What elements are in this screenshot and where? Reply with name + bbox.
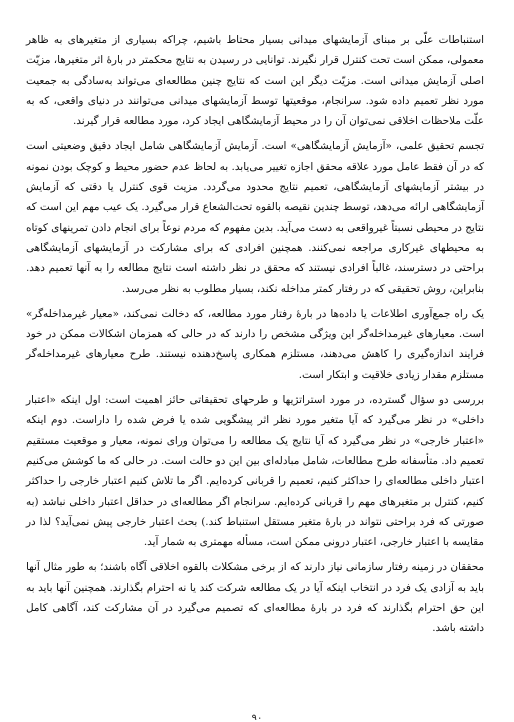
paragraph-unobtrusive-measures: یک راه جمع‌آوری اطلاعات یا داده‌ها در بارهٔ رفتار مورد مطالعه، که دخالت نمی‌کند، «معیار غیرمداخله‌گر» است. معیارهای غیرمداخله‌گر این ویژگی مشخص را دارند که در حالی که همزمان اشکالات ممکن در خود فرایند اندازه‌گیری را کاهش می‌دهند، مستلزم همکاری پاسخ‌دهنده نیستند. طرح معیارهای غیرمداخله‌گر مستلزم مقدار زیادی خلاقیت و ابتکار است. <box>26 307 484 381</box>
page-number: ۹۰ <box>251 713 263 720</box>
paragraph-laboratory-experiment: تجسم تحقیق علمی، «آزمایش آزمایشگاهی» است. آزمایش آزمایشگاهی شامل ایجاد دقیق وضعیتی است که در آن فقط عامل مورد علاقه محقق اجازه تغییر می‌یابد. به لحاظ عدم حضور محیط و کوچک بودن نمونه در بیشتر آزمایشهای آزمایشگاهی، تعمیم نتایج محدود می‌گردد. مزیت قوی کنترل یا دقتی که آزمایش آزمایشگاهی ارائه می‌دهد، توسط چندین نقیصه بالقوه تحت‌الشعاع قرار می‌گیرد. یک عیب مهم این است که نتایج در محیطی نسبتاً غیرواقعی به دست می‌آید. بدین مفهوم که مردم نوعاً برای انجام دادن تمرینهای کوتاه به محیطهای غیرکاری مراجعه نمی‌کنند. همچنین افرادی که برای مشارکت در آزمایشهای آزمایشگاهی براحتی در دسترسند، غالباً افرادی نیستند که محقق در نظر داشته است نتایج مطالعه را به آنها تعمیم دهد. بنابراین، روش تحقیقی که در رفتار کمتر مداخله نکند، بسیار مطلوب به نظر می‌رسد. <box>26 140 484 295</box>
paragraph-ethics: محققان در زمینه رفتار سازمانی نیاز دارند که از برخی مشکلات بالقوه اخلاقی آگاه باشند؛ به طور مثال آنها باید به آزادی یک فرد در انتخاب اینکه آیا در یک مطالعه شرکت کند یا نه احترام بگذارند. همچنین آنها باید به این حق احترام بگذارند که فرد در بارهٔ مطالعه‌ای که تصمیم می‌گیرد در آن مشارکت کند، آگاهی کامل داشته باشد. <box>26 561 484 635</box>
paragraph-field-experiment: استنباطات علّی بر مبنای آزمایشهای میدانی بسیار محتاط باشیم، چراکه بسیاری از متغیرهای به ظاهر معمولی، ممکن است تحت کنترل قرار نگیرند. توانایی در رسیدن به نتایج محکمتر در بارهٔ اثر متغیرها، مزیّت اصلی آزمایش میدانی است. مزیّت دیگر این است که نتایج چنین مطالعه‌ای می‌تواند به‌سادگی به جمعیت مورد نظر تعمیم داده شود. سرانجام، موقعیتها توسط آزمایشهای میدانی می‌توانند در دنیای واقعی، که به علّت ملاحظات اخلاقی نمی‌توان آن را در محیط آزمایشگاهی ایجاد کرد، مورد مطالعه قرار گیرند. <box>26 34 484 128</box>
paragraph-validity: بررسی دو سؤال گسترده، در مورد استراتژیها و طرحهای تحقیقاتی حائز اهمیت است: اول اینکه «اعتبار داخلی» در نظر می‌گیرد که آیا متغیر مورد نظر اثر پیشگویی شده یا فرض شده را داراست. دوم اینکه «اعتبار خارجی» در نظر می‌گیرد که آیا نتایج یک مطالعه را می‌توان ورای نمونه، معیار و موقعیت مستقیم تعمیم داد. متأسفانه طرح مطالعات، شامل مبادله‌ای بین این دو حالت است. در حالی که ما کوشش می‌کنیم اعتبار داخلی مطالعه‌ای را حداکثر کنیم، تعمیم را قربانی کرده‌ایم. اگر ما تلاش کنیم اعتبار خارجی را حداکثر کنیم، کنترل بر متغیرهای مهم را قربانی کرده‌ایم. سرانجام اگر مطالعه‌ای در حداقل اعتبار داخلی نباشد (به صورتی که فرد براحتی نتواند در بارهٔ متغیر مستقل استنباط کند.) بحث اعتبار خارجی پیش نمی‌آید؟ لذا در مقایسه با اعتبار خارجی، اعتبار درونی ممکن است، مسأله مهمتری به شمار آید. <box>26 394 484 549</box>
